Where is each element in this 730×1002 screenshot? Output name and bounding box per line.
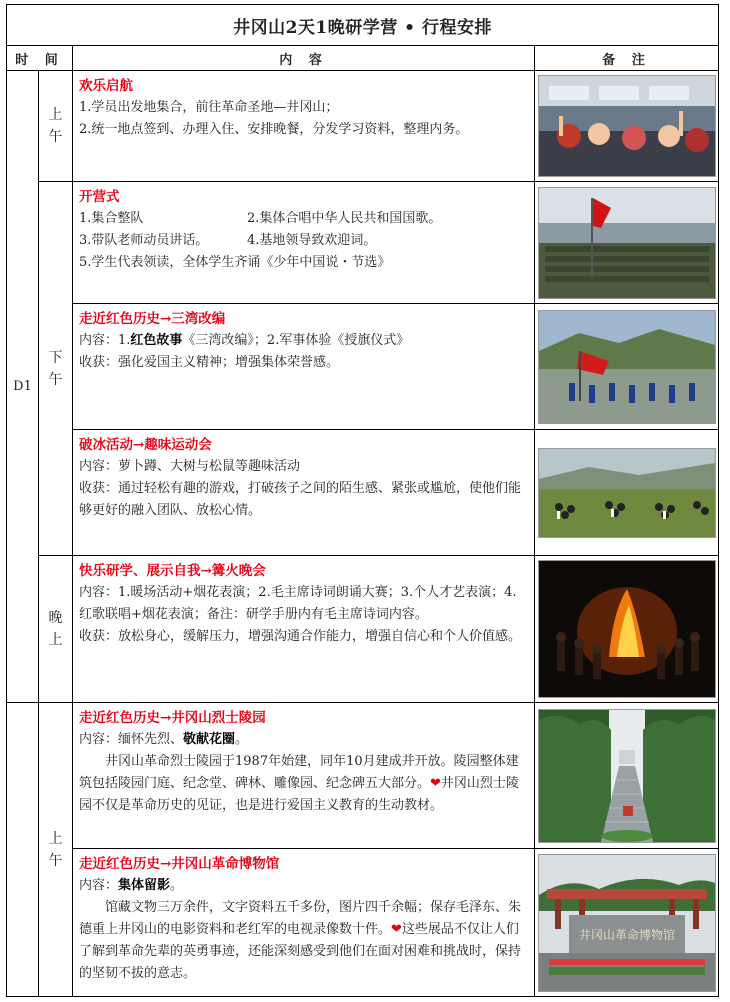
day-label: D1 (7, 71, 39, 703)
item-depart (73, 71, 535, 182)
item-heading: 开营式 (79, 189, 120, 205)
day-label-empty (7, 703, 39, 997)
item-heading: 快乐研学、展示自我→篝火晚会 (79, 563, 266, 579)
item-heading: 走近红色历史→井冈山烈士陵园 (79, 710, 266, 726)
period-afternoon: 下 午 (39, 182, 73, 556)
cemetery-photo (538, 709, 716, 843)
page-title: 井冈山2天1晚研学营 • 行程安排 (7, 5, 719, 46)
flag-ceremony-photo (538, 310, 716, 424)
item-content: 内容：萝卜蹲、大树与松鼠等趣味活动 (79, 459, 301, 474)
photo-cell (535, 182, 719, 304)
item-opening (73, 182, 535, 304)
bus-photo (538, 75, 716, 177)
header-time: 时 间 (7, 46, 73, 71)
item-line: 3.带队老师动员讲话。 4.基地领导致欢迎词。 (79, 233, 377, 248)
bonfire-photo (538, 560, 716, 698)
item-gain: 收获：放松身心，缓解压力，增强沟通合作能力，增强自信心和个人价值感。 (79, 629, 522, 644)
item-heading: 欢乐启航 (79, 78, 133, 94)
item-heading: 走近红色历史→三湾改编 (79, 311, 226, 327)
item-gain: 收获：通过轻松有趣的游戏，打破孩子之间的陌生感、紧张或尴尬，使他们能够更好的融入团队、放松心情。 (79, 481, 522, 518)
itinerary-table (6, 4, 719, 997)
itinerary-sheet (6, 4, 718, 998)
item-content: 内容：1.红色故事《三湾改编》；2.军事体验《授旗仪式》 (79, 333, 410, 348)
item-heading: 破冰活动→趣味运动会 (79, 437, 212, 453)
period-morning: 上 午 (39, 71, 73, 182)
heart-icon: ❤ (391, 922, 402, 937)
item-bonfire (73, 556, 535, 703)
heart-icon: ❤ (430, 776, 441, 791)
item-line: 1.集合整队 2.集体合唱中华人民共和国国歌。 (79, 211, 442, 226)
photo-cell (535, 703, 719, 849)
item-paragraph: 馆藏文物三万余件，文字资料五千多份，图片四千余幅；保存毛泽东、朱德重上井冈山的电影资料和老红军的电视录像数十件。❤这些展品不仅让人们了解到革命先辈的英勇事迹，还能深刻感受到他们在面对困难和挑战时，保持的坚韧不拔的意志。 (79, 900, 522, 981)
photo-cell (535, 849, 719, 997)
item-paragraph: 井冈山革命烈士陵园于1987年始建，同年10月建成并开放。陵园整体建筑包括陵园门庭、纪念堂、碑林、雕像园、纪念碑五大部分。❤井冈山烈士陵园不仅是革命历史的见证，也是进行爱国主义教育的生动教材。 (79, 754, 519, 813)
item-line: 5.学生代表领读，全体学生齐诵《少年中国说・节选》 (79, 255, 391, 270)
period-evening: 晚 上 (39, 556, 73, 703)
field-games-photo (538, 448, 716, 538)
photo-cell (535, 304, 719, 430)
item-sanwan (73, 304, 535, 430)
item-line: 2.统一地点签到、办理入住、安排晚餐，分发学习资料，整理内务。 (79, 122, 469, 137)
item-content: 内容：缅怀先烈、敬献花圈。 (79, 732, 249, 747)
museum-photo (538, 854, 716, 992)
item-content: 内容：集体留影。 (79, 878, 184, 893)
item-cemetery (73, 703, 535, 849)
item-heading: 走近红色历史→井冈山革命博物馆 (79, 856, 280, 872)
photo-cell (535, 71, 719, 182)
camp-flag-photo (538, 187, 716, 299)
item-gain: 收获：强化爱国主义精神；增强集体荣誉感。 (79, 355, 340, 370)
museum-sign-text: 井冈山革命博物馆 (578, 927, 675, 942)
item-line: 1.学员出发地集合，前往革命圣地—井冈山； (79, 100, 339, 115)
item-content: 内容：1.暖场活动+烟花表演；2.毛主席诗词朗诵大赛；3.个人才艺表演；4.红歌联唱+烟花表演；备注：研学手册内有毛主席诗词内容。 (79, 585, 517, 622)
item-museum (73, 849, 535, 997)
photo-cell (535, 430, 719, 556)
item-icebreaker (73, 430, 535, 556)
header-notes: 备 注 (535, 46, 719, 71)
photo-cell (535, 556, 719, 703)
period-morning-2: 上 午 (39, 703, 73, 997)
header-content: 内 容 (73, 46, 535, 71)
